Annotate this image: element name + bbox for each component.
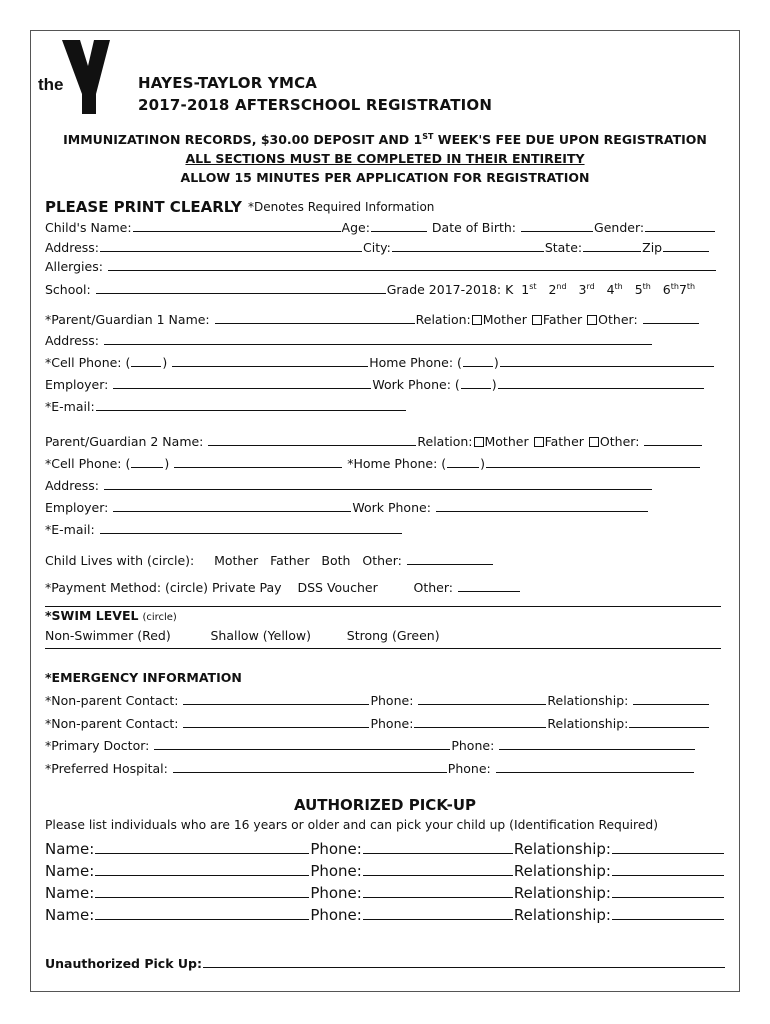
emergency-title: *EMERGENCY INFORMATION xyxy=(45,670,242,685)
g2-work-field[interactable] xyxy=(436,510,648,512)
g2-home-area-field[interactable] xyxy=(447,466,479,468)
swim-strong-option[interactable]: Strong (Green) xyxy=(346,628,440,643)
child-row-3: Allergies: xyxy=(45,259,717,274)
required-note: *Denotes Required Information xyxy=(248,200,435,214)
pickup-name-field-2[interactable] xyxy=(95,874,309,876)
pickup-relationship-field-3[interactable] xyxy=(612,896,724,898)
contact2-relationship-field[interactable] xyxy=(629,726,709,728)
g2-father-checkbox[interactable] xyxy=(534,437,544,447)
unauthorized-field[interactable] xyxy=(203,966,725,968)
ymca-logo-icon xyxy=(36,36,116,116)
doctor-phone-field[interactable] xyxy=(499,748,695,750)
allergies-field[interactable] xyxy=(108,269,716,271)
logo-ymca-text: YMCA xyxy=(98,94,109,111)
emergency-row-1: *Non-parent Contact: Phone: Relationship: xyxy=(45,693,710,708)
g2-cell-field[interactable] xyxy=(174,466,342,468)
g2-row-3: Address: xyxy=(45,478,653,493)
lives-both-option[interactable]: Both xyxy=(321,553,351,568)
g2-name-field[interactable] xyxy=(208,444,416,446)
g2-address-field[interactable] xyxy=(104,488,652,490)
g1-home-field[interactable] xyxy=(500,365,714,367)
child-row-1: Child's Name: Age: Date of Birth: Gender: xyxy=(45,220,716,235)
g1-address-field[interactable] xyxy=(104,343,652,345)
pickup-relationship-field-4[interactable] xyxy=(612,918,724,920)
title-line1: HAYES-TAYLOR YMCA xyxy=(138,74,318,92)
g1-work-area-field[interactable] xyxy=(461,387,491,389)
pickup-instructions: Please list individuals who are 16 years or older and can pick your child up (Identification Required) xyxy=(45,818,659,832)
pickup-phone-field-2[interactable] xyxy=(363,874,513,876)
city-field[interactable] xyxy=(392,250,544,252)
g2-row-1: Parent/Guardian 2 Name: Relation: Mother Father Other: xyxy=(45,434,703,449)
pickup-phone-field-4[interactable] xyxy=(363,918,513,920)
contact1-field[interactable] xyxy=(183,703,369,705)
g1-employer-field[interactable] xyxy=(113,387,371,389)
hospital-phone-field[interactable] xyxy=(496,771,694,773)
gender-field[interactable] xyxy=(645,230,715,232)
g1-row-4: Employer: Work Phone: ( ) xyxy=(45,377,705,392)
pickup-row-4: Name: Phone: Relationship: xyxy=(45,906,725,924)
lives-with-row: Child Lives with (circle): Mother Father Both Other: xyxy=(45,553,494,568)
pickup-row-1: Name: Phone: Relationship: xyxy=(45,840,725,858)
g1-cell-field[interactable] xyxy=(172,365,368,367)
school-field[interactable] xyxy=(96,292,386,294)
g2-employer-field[interactable] xyxy=(113,510,351,512)
emergency-row-3: *Primary Doctor: Phone: xyxy=(45,738,696,753)
print-clearly-heading: PLEASE PRINT CLEARLY xyxy=(45,198,242,216)
unauthorized-row: Unauthorized Pick Up: xyxy=(45,956,726,971)
zip-field[interactable] xyxy=(663,250,709,252)
g1-row-5: *E-mail: xyxy=(45,399,407,414)
emergency-row-2: *Non-parent Contact: Phone: Relationship: xyxy=(45,716,710,731)
pickup-row-3: Name: Phone: Relationship: xyxy=(45,884,725,902)
title-line2: 2017-2018 AFTERSCHOOL REGISTRATION xyxy=(138,96,493,114)
payment-dss-option[interactable]: DSS Voucher xyxy=(297,580,378,595)
g1-email-field[interactable] xyxy=(96,409,406,411)
pickup-name-field-4[interactable] xyxy=(95,918,309,920)
child-row-4: School: Grade 2017-2018: K 1st 2nd 3rd 4th 5th 6th7th xyxy=(45,282,696,298)
contact2-phone-field[interactable] xyxy=(414,726,546,728)
divider-swim-top xyxy=(45,606,721,607)
g1-other-checkbox[interactable] xyxy=(587,315,597,325)
g2-other-field[interactable] xyxy=(644,444,702,446)
emergency-row-4: *Preferred Hospital: Phone: xyxy=(45,761,695,776)
g1-row-3: *Cell Phone: ( ) Home Phone: ( ) xyxy=(45,355,715,370)
age-field[interactable] xyxy=(371,230,427,232)
notice-line2: ALL SECTIONS MUST BE COMPLETED IN THEIR ENTIREITY xyxy=(185,151,585,166)
lives-father-option[interactable]: Father xyxy=(270,553,310,568)
g2-cell-area-field[interactable] xyxy=(131,466,163,468)
g2-row-5: *E-mail: xyxy=(45,522,403,537)
g1-father-checkbox[interactable] xyxy=(532,315,542,325)
swim-shallow-option[interactable]: Shallow (Yellow) xyxy=(210,628,312,643)
pickup-title: AUTHORIZED PICK-UP xyxy=(293,796,477,814)
notice-line3: ALLOW 15 MINUTES PER APPLICATION FOR REGISTRATION xyxy=(180,170,590,185)
child-row-2: Address: City: State: Zip xyxy=(45,240,710,255)
g1-work-field[interactable] xyxy=(498,387,704,389)
pickup-relationship-field-1[interactable] xyxy=(612,852,724,854)
child-name-field[interactable] xyxy=(133,230,341,232)
contact1-relationship-field[interactable] xyxy=(633,703,709,705)
payment-row: *Payment Method: (circle) Private Pay DSS Voucher Other: xyxy=(45,580,521,595)
g1-other-field[interactable] xyxy=(643,322,699,324)
g1-name-field[interactable] xyxy=(215,322,415,324)
g2-mother-checkbox[interactable] xyxy=(474,437,484,447)
doctor-field[interactable] xyxy=(154,748,450,750)
g2-other-checkbox[interactable] xyxy=(589,437,599,447)
swim-non-swimmer-option[interactable]: Non-Swimmer (Red) xyxy=(45,628,171,643)
g2-row-4: Employer: Work Phone: xyxy=(45,500,649,515)
g2-row-2: *Cell Phone: ( ) *Home Phone: ( ) xyxy=(45,456,701,471)
pickup-relationship-field-2[interactable] xyxy=(612,874,724,876)
contact2-field[interactable] xyxy=(183,726,369,728)
swim-title-row: *SWIM LEVEL (circle) xyxy=(45,608,177,623)
g2-home-field[interactable] xyxy=(486,466,700,468)
hospital-field[interactable] xyxy=(173,771,447,773)
g1-cell-area-field[interactable] xyxy=(131,365,161,367)
payment-other-field[interactable] xyxy=(458,590,520,592)
g1-mother-checkbox[interactable] xyxy=(472,315,482,325)
g1-row-2: Address: xyxy=(45,333,653,348)
pickup-phone-field-1[interactable] xyxy=(363,852,513,854)
child-address-field[interactable] xyxy=(100,250,362,252)
dob-field[interactable] xyxy=(521,230,593,232)
pickup-name-field-1[interactable] xyxy=(95,852,309,854)
state-field[interactable] xyxy=(583,250,641,252)
g2-email-field[interactable] xyxy=(100,532,402,534)
pickup-row-2: Name: Phone: Relationship: xyxy=(45,862,725,880)
swim-options-row xyxy=(45,628,440,643)
contact1-phone-field[interactable] xyxy=(418,703,546,705)
notice-line1: IMMUNIZATINON RECORDS, $30.00 DEPOSIT AND 1ST WEEK'S FEE DUE UPON REGISTRATION xyxy=(63,132,707,148)
g1-home-area-field[interactable] xyxy=(463,365,493,367)
pickup-phone-field-3[interactable] xyxy=(363,896,513,898)
lives-mother-option[interactable]: Mother xyxy=(214,553,259,568)
lives-other-field[interactable] xyxy=(407,563,493,565)
g1-row-1: *Parent/Guardian 1 Name: Relation: Mother Father Other: xyxy=(45,312,700,327)
logo-the-text: the xyxy=(38,75,64,94)
pickup-name-field-3[interactable] xyxy=(95,896,309,898)
divider-swim-bottom xyxy=(45,648,721,649)
